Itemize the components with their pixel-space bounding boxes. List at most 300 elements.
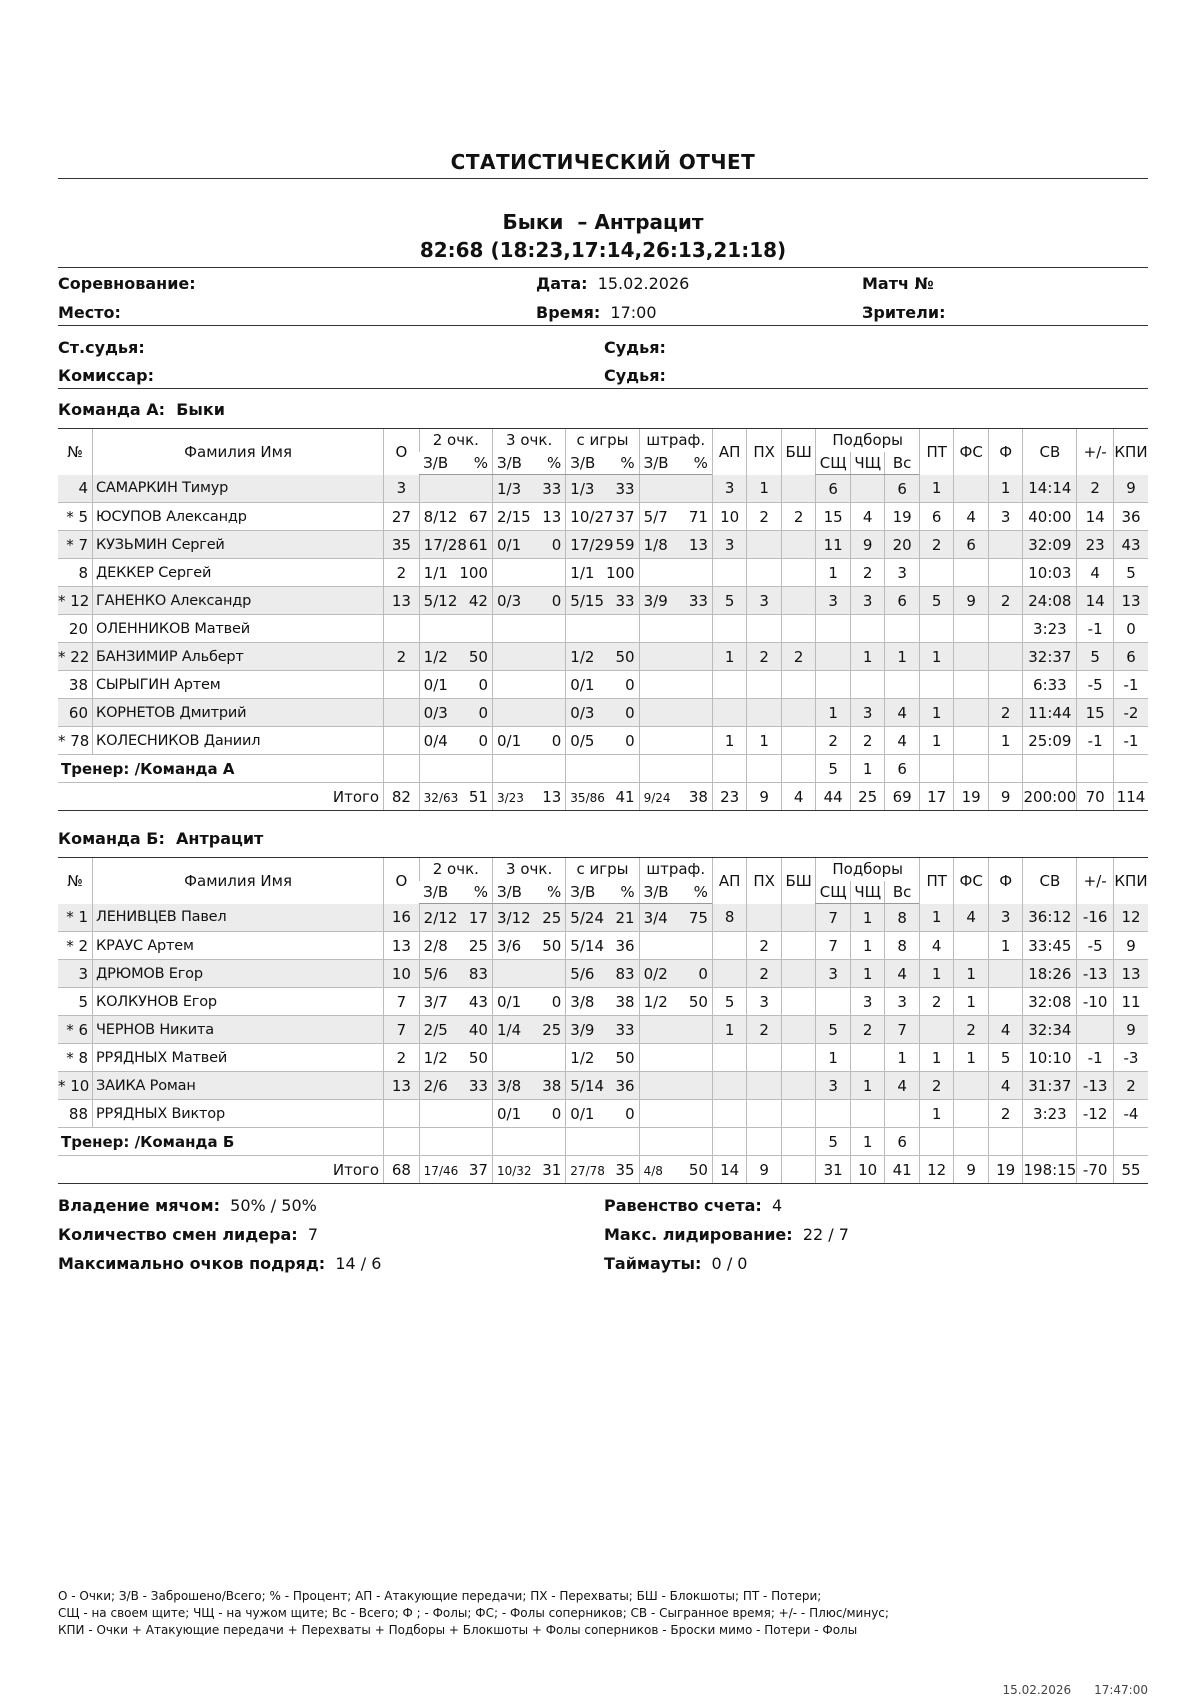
player-steals (747, 904, 782, 932)
player-row (58, 1016, 1148, 1044)
player-blocks (781, 615, 816, 643)
player-steals (747, 1100, 782, 1128)
player-minutes: 31:37 (1023, 1072, 1077, 1100)
col-ast: АП (712, 429, 747, 475)
player-blocks (781, 932, 816, 960)
player-ft-values (640, 508, 712, 526)
player-blocks (781, 475, 816, 503)
col-dreb: СЩ (816, 881, 851, 904)
max-lead-value: 22 / 7 (802, 1225, 849, 1244)
player-ft-made-att: 5/7 (643, 507, 668, 526)
empty-cell (954, 1128, 989, 1156)
player-fg-values (566, 1077, 638, 1095)
player-2pt (419, 727, 492, 755)
player-steals: 3 (747, 988, 782, 1016)
player-minutes: 32:37 (1023, 643, 1077, 671)
total-total-rebounds: 69 (885, 783, 920, 811)
player-fg-pct: 0 (625, 703, 635, 722)
player-3pt-values (493, 993, 565, 1011)
player-fouls (988, 671, 1023, 699)
max-lead-field (604, 1225, 849, 1244)
player-number: * 78 (58, 727, 93, 755)
player-def-rebounds: 1 (816, 1044, 851, 1072)
player-number: 38 (58, 671, 93, 699)
player-off-rebounds (850, 671, 885, 699)
player-number: * 1 (58, 904, 93, 932)
player-2pt-made-att: 2/12 (423, 908, 458, 927)
player-efficiency: 13 (1113, 960, 1148, 988)
player-assists (712, 699, 747, 727)
referee-2-field (604, 366, 666, 385)
player-3pt (492, 1016, 565, 1044)
total-efficiency: 55 (1113, 1156, 1148, 1184)
date-label: Дата: (536, 274, 588, 293)
time-field (536, 303, 657, 322)
legend-line: О - Очки; З/В - Заброшено/Всего; % - Процент; АП - Атакующие передачи; ПХ - Перехваты; БШ - Блокшоты; ПТ - Потери; (58, 1589, 822, 1603)
player-off-rebounds: 3 (850, 587, 885, 615)
player-name: ДРЮМОВ Егор (93, 960, 384, 988)
player-def-rebounds: 7 (816, 904, 851, 932)
player-fouls (988, 960, 1023, 988)
player-steals: 2 (747, 932, 782, 960)
player-ft-values (640, 536, 712, 554)
player-fg (566, 904, 639, 932)
player-3pt-made-att: 0/3 (496, 591, 522, 610)
empty-cell (1077, 1128, 1114, 1156)
player-fg-pct: 33 (615, 1020, 635, 1039)
divider (58, 325, 1148, 326)
player-minutes: 40:00 (1023, 503, 1077, 531)
col-3pt-sub (492, 881, 565, 904)
player-plus-minus: -12 (1077, 1100, 1114, 1128)
player-off-rebounds: 3 (850, 988, 885, 1016)
player-minutes: 18:26 (1023, 960, 1077, 988)
total-row (58, 1156, 1148, 1184)
player-3pt-made-att: 0/1 (496, 992, 522, 1011)
player-name: ДЕККЕР Сергей (93, 559, 384, 587)
player-turnovers: 5 (919, 587, 954, 615)
player-plus-minus: -1 (1077, 615, 1114, 643)
player-3pt (492, 559, 565, 587)
player-fg-values (566, 564, 638, 582)
empty-cell (1023, 755, 1077, 783)
player-plus-minus: -1 (1077, 1044, 1114, 1072)
player-ft (639, 960, 712, 988)
player-fouls (988, 643, 1023, 671)
player-ft-pct: 13 (688, 535, 708, 554)
player-assists: 1 (712, 727, 747, 755)
made-att-label: З/В (643, 453, 669, 472)
player-2pt (419, 932, 492, 960)
player-minutes: 10:10 (1023, 1044, 1077, 1072)
player-efficiency: -4 (1113, 1100, 1148, 1128)
player-ft-made-att: 1/8 (643, 535, 668, 554)
player-points: 7 (384, 988, 420, 1016)
empty-cell (492, 1128, 565, 1156)
player-3pt-values (493, 480, 565, 498)
player-blocks: 2 (781, 503, 816, 531)
player-name: КОЛЕСНИКОВ Даниил (93, 727, 384, 755)
empty-cell (492, 755, 565, 783)
player-2pt-made-att: 17/28 (423, 535, 467, 554)
player-2pt (419, 988, 492, 1016)
player-fg-made-att: 17/29 (570, 535, 614, 554)
player-assists: 1 (712, 643, 747, 671)
total-ft-pct: 50 (688, 1160, 708, 1179)
possession-field (58, 1196, 317, 1215)
player-fg-made-att: 1/2 (570, 647, 595, 666)
team-a-stats-table (58, 428, 1148, 811)
player-blocks (781, 988, 816, 1016)
col-blk: БШ (781, 429, 816, 475)
player-number: 20 (58, 615, 93, 643)
player-total-rebounds: 8 (885, 932, 920, 960)
header-row (58, 429, 1148, 452)
col-points: О (384, 858, 420, 904)
player-def-rebounds (816, 988, 851, 1016)
total-2pt-made-att: 32/63 (423, 790, 459, 805)
player-total-rebounds: 1 (885, 1044, 920, 1072)
player-2pt-made-att: 0/1 (423, 675, 448, 694)
player-blocks (781, 559, 816, 587)
player-fg-values (566, 1049, 638, 1067)
player-2pt-pct: 0 (478, 731, 488, 750)
empty-cell (639, 755, 712, 783)
competition-field (58, 274, 196, 293)
player-plus-minus: 15 (1077, 699, 1114, 727)
player-3pt-values (493, 937, 565, 955)
col-2pt-sub (419, 452, 492, 475)
player-fg-made-att: 3/8 (570, 992, 595, 1011)
player-2pt-pct: 100 (459, 563, 488, 582)
empty-cell (419, 1128, 492, 1156)
player-fouls: 1 (988, 932, 1023, 960)
col-fg-sub (566, 452, 639, 475)
total-3pt-values (493, 788, 565, 806)
player-3pt-made-att: 0/1 (496, 1104, 522, 1123)
spectators-field (862, 303, 945, 322)
player-fg-pct: 59 (615, 535, 635, 554)
total-label: Итого (58, 1156, 384, 1184)
player-efficiency: 36 (1113, 503, 1148, 531)
col-efficiency: КПИ (1113, 429, 1148, 475)
total-ft (639, 783, 712, 811)
col-blk: БШ (781, 858, 816, 904)
player-fg-pct: 37 (615, 507, 635, 526)
made-att-label: З/В (570, 453, 596, 472)
chief-referee-label: Ст.судья: (58, 338, 145, 357)
player-name: ЛЕНИВЦЕВ Павел (93, 904, 384, 932)
coach-total-rebounds: 6 (885, 755, 920, 783)
player-total-rebounds: 7 (885, 1016, 920, 1044)
total-off-rebounds: 10 (850, 1156, 885, 1184)
player-fouls-drawn: 2 (954, 1016, 989, 1044)
print-time: 17:47:00 (1094, 1683, 1148, 1697)
player-efficiency: -2 (1113, 699, 1148, 727)
total-fg-pct: 41 (615, 787, 635, 806)
player-2pt-made-att: 5/6 (423, 964, 448, 983)
player-plus-minus: 23 (1077, 531, 1114, 559)
player-name: ЗАИКА Роман (93, 1072, 384, 1100)
empty-cell (419, 755, 492, 783)
total-def-rebounds: 31 (816, 1156, 851, 1184)
player-3pt (492, 904, 565, 932)
timeouts-field (604, 1254, 747, 1273)
player-2pt (419, 1016, 492, 1044)
lead-changes-field (58, 1225, 318, 1244)
player-steals: 2 (747, 1016, 782, 1044)
total-points: 82 (384, 783, 420, 811)
player-def-rebounds: 2 (816, 727, 851, 755)
player-fouls: 2 (988, 587, 1023, 615)
player-points: 2 (384, 643, 420, 671)
player-3pt-pct: 38 (542, 1076, 562, 1095)
player-2pt-values (420, 704, 492, 722)
player-number: * 8 (58, 1044, 93, 1072)
player-number: 8 (58, 559, 93, 587)
player-fg-made-att: 0/3 (570, 703, 595, 722)
col-fg-sub (566, 881, 639, 904)
player-off-rebounds: 1 (850, 960, 885, 988)
legend-line: КПИ - Очки + Атакующие передачи + Перехваты + Подборы + Блокшоты + Фолы соперников - Броски мимо - Потери - Фолы (58, 1623, 858, 1637)
player-fg-values (566, 937, 638, 955)
player-plus-minus: 14 (1077, 587, 1114, 615)
player-row (58, 559, 1148, 587)
player-fouls-drawn: 1 (954, 1044, 989, 1072)
player-off-rebounds: 1 (850, 1072, 885, 1100)
player-fouls: 2 (988, 1100, 1023, 1128)
player-row (58, 1072, 1148, 1100)
player-fg-made-att: 1/3 (570, 479, 595, 498)
player-def-rebounds: 3 (816, 587, 851, 615)
player-2pt (419, 904, 492, 932)
player-assists (712, 960, 747, 988)
player-ft (639, 1016, 712, 1044)
player-off-rebounds: 9 (850, 531, 885, 559)
possession-label: Владение мячом: (58, 1196, 220, 1215)
time-value: 17:00 (610, 303, 657, 322)
player-def-rebounds (816, 643, 851, 671)
player-ft (639, 1072, 712, 1100)
date-field (536, 274, 689, 293)
player-fg (566, 643, 639, 671)
player-2pt-values (420, 993, 492, 1011)
player-points: 16 (384, 904, 420, 932)
player-3pt (492, 643, 565, 671)
player-fouls (988, 559, 1023, 587)
total-blocks (781, 1156, 816, 1184)
player-minutes: 32:09 (1023, 531, 1077, 559)
player-efficiency: 5 (1113, 559, 1148, 587)
player-fg-values (566, 732, 638, 750)
total-fg-made-att: 35/86 (570, 790, 605, 805)
player-3pt-pct: 50 (542, 936, 562, 955)
player-off-rebounds (850, 615, 885, 643)
player-blocks (781, 1100, 816, 1128)
col-2pt: 2 очк. (419, 858, 492, 881)
col-treb: Вс (885, 881, 920, 904)
player-3pt-pct: 0 (551, 535, 562, 554)
divider (58, 267, 1148, 268)
total-ft-values (640, 1161, 712, 1179)
coach-off-rebounds: 1 (850, 1128, 885, 1156)
player-turnovers: 1 (919, 699, 954, 727)
total-turnovers: 17 (919, 783, 954, 811)
player-row (58, 727, 1148, 755)
total-2pt-pct: 37 (468, 1160, 488, 1179)
player-2pt-made-att: 1/2 (423, 647, 448, 666)
player-3pt-made-att: 0/1 (496, 535, 522, 554)
player-blocks (781, 904, 816, 932)
player-fg-made-att: 0/1 (570, 675, 595, 694)
player-ft-pct: 33 (688, 591, 708, 610)
total-2pt-values (420, 1161, 492, 1179)
coach-def-rebounds: 5 (816, 1128, 851, 1156)
player-2pt (419, 671, 492, 699)
made-att-label: З/В (423, 882, 449, 901)
player-minutes: 33:45 (1023, 932, 1077, 960)
divider (58, 388, 1148, 389)
player-fg-made-att: 10/27 (570, 507, 614, 526)
player-ft-values (640, 965, 712, 983)
total-fouls: 19 (988, 1156, 1023, 1184)
player-3pt-made-att: 3/8 (496, 1076, 522, 1095)
player-points (384, 1100, 420, 1128)
player-row (58, 503, 1148, 531)
player-ft (639, 1100, 712, 1128)
player-3pt-values (493, 1077, 565, 1095)
player-fg-made-att: 0/1 (570, 1104, 595, 1123)
pct-label: % (620, 882, 635, 901)
player-fg (566, 531, 639, 559)
player-ft-pct: 50 (688, 992, 708, 1011)
col-fg-sub-labels (566, 883, 638, 901)
player-number: 4 (58, 475, 93, 503)
col-2pt-sub-labels (419, 883, 492, 901)
empty-cell (747, 1128, 782, 1156)
lead-changes-value: 7 (307, 1225, 319, 1244)
col-oreb: ЧЩ (850, 452, 885, 475)
player-fouls: 5 (988, 1044, 1023, 1072)
total-2pt-made-att: 17/46 (423, 1163, 459, 1178)
player-2pt-values (420, 1049, 492, 1067)
player-name: КУЗЬМИН Сергей (93, 531, 384, 559)
player-fg (566, 503, 639, 531)
player-2pt-values (420, 909, 492, 927)
player-fouls-drawn (954, 475, 989, 503)
player-steals: 1 (747, 475, 782, 503)
pct-label: % (693, 453, 708, 472)
player-3pt-made-att: 2/15 (496, 507, 531, 526)
player-name: КОЛКУНОВ Егор (93, 988, 384, 1016)
player-total-rebounds (885, 1100, 920, 1128)
empty-cell (1077, 755, 1114, 783)
made-att-label: З/В (570, 882, 596, 901)
player-fg-pct: 33 (615, 591, 635, 610)
player-fg (566, 559, 639, 587)
player-name: ЮСУПОВ Александр (93, 503, 384, 531)
player-off-rebounds (850, 1100, 885, 1128)
player-ft-made-att: 1/2 (643, 992, 668, 1011)
player-2pt-pct: 42 (468, 591, 488, 610)
empty-cell (566, 755, 639, 783)
player-fg-made-att: 5/24 (570, 908, 604, 927)
player-2pt-pct: 17 (468, 908, 488, 927)
empty-cell (988, 755, 1023, 783)
player-ft (639, 671, 712, 699)
player-3pt-values (493, 508, 565, 526)
print-date: 15.02.2026 (1002, 1683, 1072, 1697)
player-total-rebounds (885, 671, 920, 699)
player-ft-made-att: 3/9 (643, 591, 668, 610)
ties-value: 4 (771, 1196, 783, 1215)
player-steals: 2 (747, 643, 782, 671)
ties-label: Равенство счета: (604, 1196, 762, 1215)
empty-cell (384, 1128, 420, 1156)
player-assists (712, 1044, 747, 1072)
lead-changes-label: Количество смен лидера: (58, 1225, 298, 1244)
player-fg-made-att: 5/15 (570, 591, 604, 610)
player-number: * 10 (58, 1072, 93, 1100)
player-def-rebounds: 5 (816, 1016, 851, 1044)
col-min: СВ (1023, 429, 1077, 475)
player-ft-pct: 75 (688, 908, 708, 927)
total-plus-minus: -70 (1077, 1156, 1114, 1184)
player-off-rebounds: 2 (850, 727, 885, 755)
player-fg-values (566, 704, 638, 722)
player-fg-values (566, 1021, 638, 1039)
player-3pt (492, 1100, 565, 1128)
player-plus-minus: -16 (1077, 904, 1114, 932)
player-points: 13 (384, 1072, 420, 1100)
player-fouls-drawn (954, 615, 989, 643)
player-fg-made-att: 5/14 (570, 936, 604, 955)
player-efficiency: 11 (1113, 988, 1148, 1016)
col-to: ПТ (919, 429, 954, 475)
player-minutes: 3:23 (1023, 1100, 1077, 1128)
player-3pt-pct: 25 (542, 908, 562, 927)
col-stl: ПХ (747, 429, 782, 475)
player-number: 60 (58, 699, 93, 727)
date-value: 15.02.2026 (597, 274, 690, 293)
player-ft (639, 559, 712, 587)
player-fouls: 4 (988, 1016, 1023, 1044)
player-steals: 2 (747, 960, 782, 988)
player-3pt-values (493, 909, 565, 927)
time-label: Время: (536, 303, 601, 322)
player-points: 7 (384, 1016, 420, 1044)
player-ft-pct: 71 (688, 507, 708, 526)
player-2pt-made-att: 3/7 (423, 992, 448, 1011)
player-points (384, 699, 420, 727)
player-steals: 1 (747, 727, 782, 755)
total-ft-pct: 38 (688, 787, 708, 806)
player-fouls-drawn (954, 932, 989, 960)
col-pf: Ф (988, 429, 1023, 475)
player-number: * 22 (58, 643, 93, 671)
player-2pt-pct: 25 (468, 936, 488, 955)
player-fg-pct: 50 (615, 1048, 635, 1067)
col-num: № (58, 858, 93, 904)
player-plus-minus: 4 (1077, 559, 1114, 587)
player-plus-minus: 5 (1077, 643, 1114, 671)
player-turnovers: 1 (919, 643, 954, 671)
player-fg-made-att: 1/1 (570, 563, 595, 582)
player-fouls (988, 988, 1023, 1016)
player-fg (566, 699, 639, 727)
player-fg-pct: 100 (605, 563, 635, 582)
player-assists (712, 615, 747, 643)
